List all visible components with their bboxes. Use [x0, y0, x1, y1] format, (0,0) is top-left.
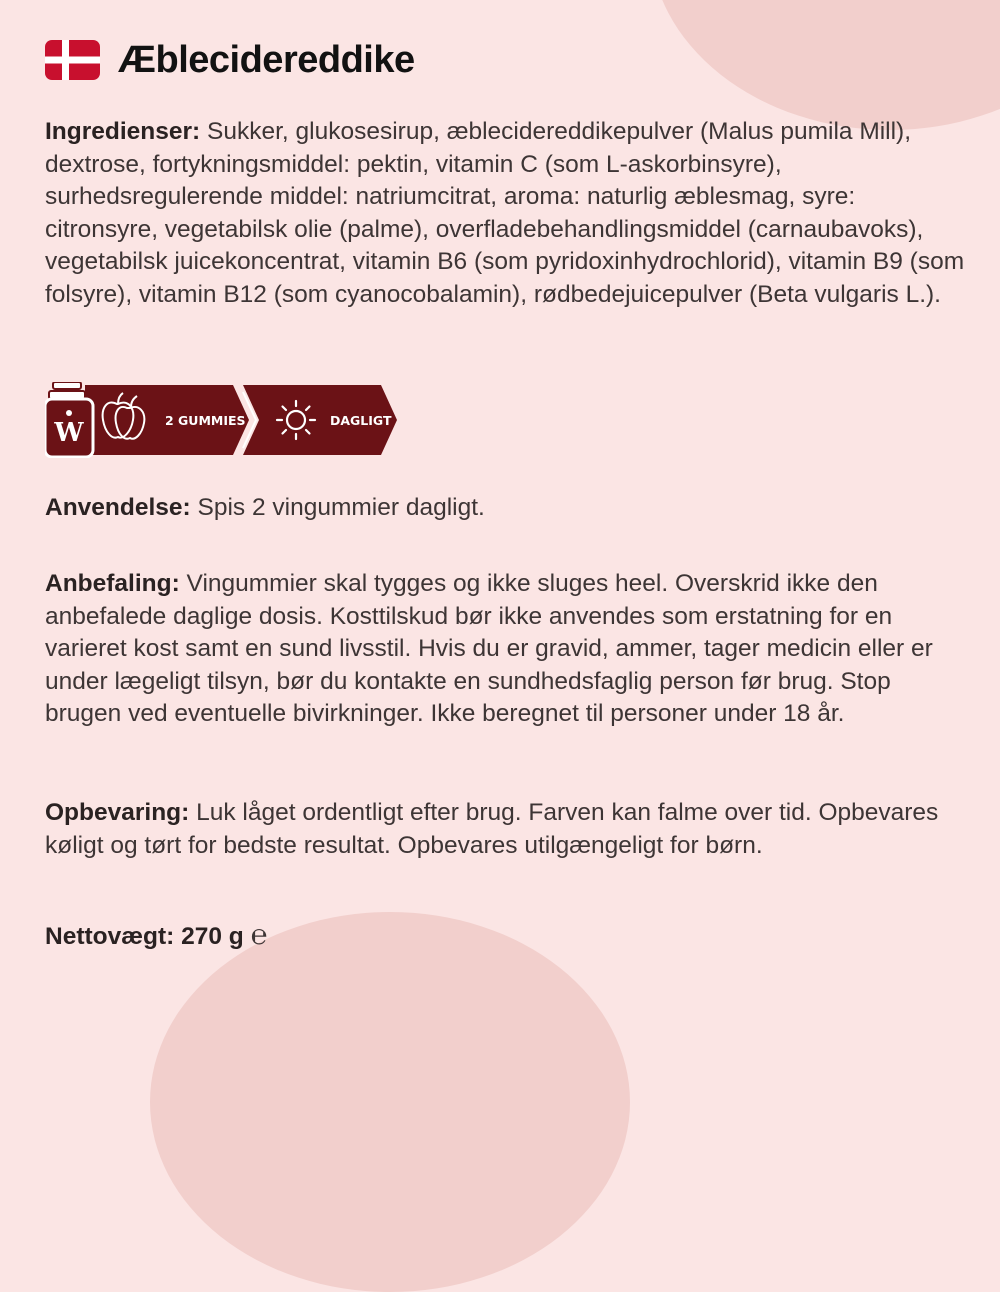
badge-frequency-text: DAGLIGT — [330, 413, 392, 428]
header — [45, 38, 415, 82]
denmark-flag-icon — [45, 40, 100, 80]
net-weight-section — [45, 919, 970, 954]
usage-text: Spis 2 vingummier dagligt. — [190, 494, 485, 521]
storage-label: Opbevaring: — [45, 799, 190, 826]
badge-amount-text: 2 GUMMIES — [165, 413, 246, 428]
estimated-sign-icon: ℮ — [250, 919, 268, 950]
background-blob-bottom — [150, 912, 630, 1292]
storage-section — [45, 797, 970, 862]
page-title: Æblecidereddike — [118, 39, 415, 81]
usage-label: Anvendelse: — [45, 494, 191, 521]
recommendation-label: Anbefaling: — [45, 570, 180, 597]
ingredients-text: Sukker, glukosesirup, æblecidereddikepulver (Malus pumila Mill), dextrose, fortykningsmiddel: pektin, vitamin C (som L-askorbinsyre), surhedsregulerende middel: natriumcitrat, aroma: naturlig æblesmag, syre: citronsyre, vegetabilsk olie (palme), overfladebehandlingsmiddel (carnaubavoks), vegetabilsk juicekoncentrat, vitamin B6 (som pyridoxinhydrochlorid), vitamin B9 (som folsyre), vitamin B12 (som cyanocobalamin), rødbedejuicepulver (Beta vulgaris L.). — [45, 118, 965, 308]
storage-text: Luk låget ordentligt efter brug. Farven kan falme over tid. Opbevares køligt og tørt for bedste resultat. Opbevares utilgængeligt for børn. — [45, 799, 939, 859]
net-weight-label: Nettovægt: 270 g — [45, 923, 244, 950]
dosage-badge — [45, 382, 401, 458]
ingredients-section — [45, 116, 970, 311]
recommendation-section — [45, 568, 970, 731]
jar-logo-icon — [45, 382, 93, 457]
ingredients-label: Ingredienser: — [45, 118, 201, 145]
background-blob-top — [650, 0, 1000, 130]
usage-section — [45, 492, 970, 525]
recommendation-text: Vingummier skal tygges og ikke sluges heel. Overskrid ikke den anbefalede daglige dosis. Kosttilskud bør ikke anvendes som erstatning for en varieret kost samt en sund livsstil. Hvis du er gravid, ammer, tager medicin eller er under lægeligt tilsyn, bør du kontakte en sundhedsfaglig person før brug. Stop brugen ved eventuelle bivirkninger. Ikke beregnet til personer under 18 år. — [45, 570, 933, 727]
svg-text:W: W — [54, 418, 84, 448]
